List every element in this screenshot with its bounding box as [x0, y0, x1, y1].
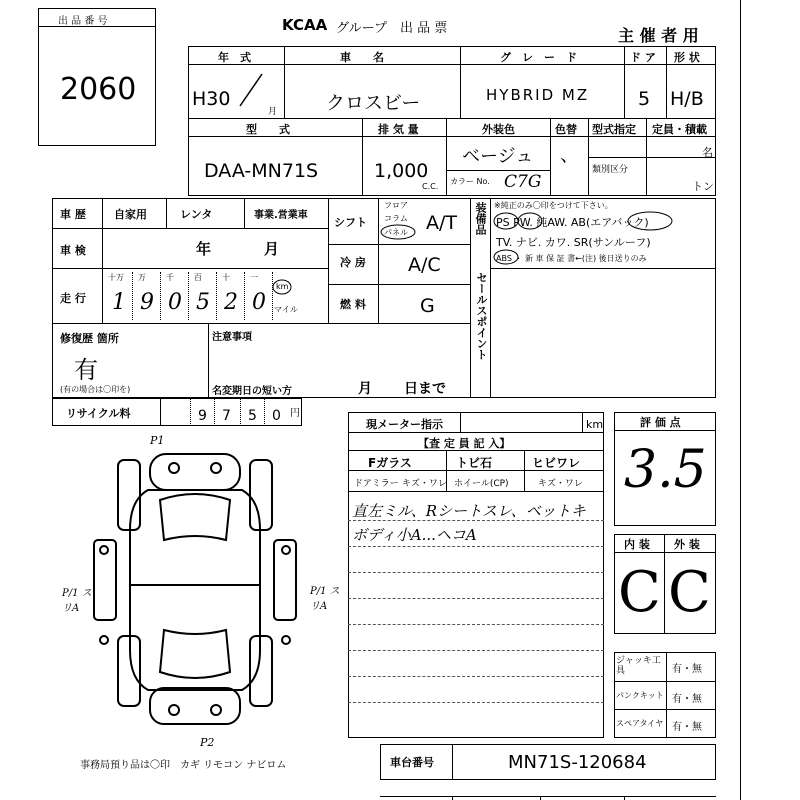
digit-label-1: 一 [250, 273, 258, 282]
wheel-label: ホイール(CP) [454, 479, 509, 489]
car-diagram [90, 440, 300, 740]
usage-private: 自家用 [114, 208, 147, 221]
score-value: 3.5 [624, 440, 707, 500]
usage-label: 車 歴 [60, 208, 86, 221]
bottom-note: 事務局預り品は〇印 カギ リモコン ナビロム [80, 760, 287, 771]
ac-value: A/C [408, 254, 441, 276]
shift-panel: パネル [384, 228, 408, 237]
crack-label: ヒビワレ [532, 456, 581, 470]
repair-note: (有の場合は〇印を) [60, 385, 131, 394]
mileage-digit-3: 0 [168, 290, 182, 315]
name-change-label: 名変期日の短い方 [212, 386, 292, 397]
mark-left: P/1 スリA [62, 588, 92, 614]
grade: HYBRID MZ [486, 86, 590, 104]
interior-value: C [618, 560, 661, 625]
model-label: 型 式 [246, 123, 290, 136]
type-spec-label: 型式指定 [592, 123, 636, 136]
car-name: クロスビー [326, 92, 421, 114]
shape: H/B [670, 88, 704, 110]
category-label: 類別区分 [592, 165, 629, 175]
brand-logo: KCAA [282, 16, 328, 34]
equipment-label: 装備品 [474, 202, 487, 235]
color-change-label: 色替 [555, 123, 577, 136]
recycle-digit-2: 7 [222, 408, 231, 424]
meter-label: 現メーター指示 [366, 418, 443, 431]
mark-p1: P1 [150, 434, 165, 447]
grade-label: グ レ ー ド [500, 51, 577, 64]
mileage-digit-6: 0 [252, 290, 266, 315]
fuel-label: 燃 料 [340, 298, 366, 311]
usage-rental: レンタ [180, 208, 213, 221]
inspector-note-2: ボディ小A...ヘコA [352, 526, 477, 544]
shift-floor: フロア [384, 201, 408, 210]
color: ベージュ [462, 146, 534, 167]
usage-business: 事業.営業車 [254, 210, 308, 221]
doors-label: ド ア [630, 51, 656, 64]
capacity-persons-unit: 名 [702, 146, 713, 159]
lot-number-label: 出 品 番 号 [58, 16, 108, 27]
name-change-day-unit: 日まで [404, 381, 446, 397]
mileage-digit-5: 2 [224, 290, 238, 315]
interior-label: 内 装 [624, 538, 650, 551]
tool-spare-value: 有・無 [672, 722, 702, 733]
wheel-damage-label: キズ・ワレ [538, 479, 583, 489]
displacement: 1,000 [374, 160, 429, 182]
year-slash [234, 70, 274, 110]
year-era: H30 [192, 88, 231, 110]
capacity-label: 定員・積載 [652, 123, 707, 136]
km-circle [272, 279, 292, 295]
mark-p2: P2 [200, 736, 215, 749]
fuel-value: G [420, 295, 435, 317]
equipment-circles [490, 208, 720, 268]
capacity-tons-unit: トン [692, 180, 714, 193]
color-label: 外装色 [482, 123, 515, 136]
exterior-value: C [668, 560, 711, 625]
meter-unit: km [586, 418, 604, 431]
mirror-label: ドアミラー [354, 479, 399, 489]
inspector-title: 【査 定 員 記 入】 [418, 437, 511, 450]
tool-kit-label: パンクキット [616, 691, 664, 700]
recycle-label: リサイクル料 [66, 407, 131, 420]
mileage-digit-2: 9 [140, 290, 154, 315]
equipment-line1: PS PW. 純AW. AB(エアバック) [496, 216, 649, 229]
model: DAA-MN71S [204, 160, 319, 182]
color-code: C7G [504, 172, 542, 192]
mileage-unit-km: km [276, 282, 289, 291]
chip-label: トビ石 [456, 456, 493, 470]
panel-circle [380, 224, 416, 240]
tool-kit-value: 有・無 [672, 694, 702, 705]
recycle-digit-4: 0 [272, 408, 281, 424]
tool-jack-label: ジャッキ工具 [616, 656, 661, 676]
digit-label-100: 百 [194, 273, 202, 282]
sales-point-label: セールスポイント [475, 272, 488, 360]
inspector-note-1: 直左ミル、Rシートスレ、ベットキ [352, 502, 586, 520]
equipment-line2: TV. ナビ. カワ. SR(サンルーフ) [496, 236, 651, 249]
recycle-unit: 円 [290, 408, 300, 419]
color-change: 、 [560, 144, 580, 166]
caution-label: 注意事項 [212, 332, 252, 343]
inspection-year-unit: 年 [196, 240, 212, 258]
mirror-damage-label: キズ・ワレ [402, 479, 447, 489]
color-code-label: カラー No. [450, 177, 490, 186]
tool-spare-label: スペアタイヤ [616, 719, 664, 728]
name-change-month-unit: 月 [358, 381, 372, 397]
score-label: 評 価 点 [640, 416, 681, 429]
shape-label: 形 状 [674, 51, 700, 64]
inspection-month-unit: 月 [264, 240, 280, 258]
inspection-label: 車 検 [60, 244, 86, 257]
digit-label-10: 十 [222, 273, 230, 282]
chassis-label: 車台番号 [390, 756, 434, 769]
mileage-unit-mile: マイル [274, 305, 298, 314]
doors: 5 [638, 88, 651, 110]
car-name-label: 車 名 [340, 51, 384, 64]
equipment-note: ※純正のみ〇印をつけて下さい。 [494, 201, 613, 210]
tool-jack-value: 有・無 [672, 664, 702, 675]
repair-value: 有 [74, 356, 98, 384]
digit-label-10k: 万 [138, 273, 146, 282]
sheet-title: グループ 出 品 票 [336, 21, 448, 36]
fglass-label: Fガラス [368, 456, 412, 470]
mileage-label: 走 行 [60, 292, 86, 305]
lot-number: 2060 [60, 72, 137, 107]
mileage-digit-4: 5 [196, 290, 210, 315]
shift-value: A/T [426, 212, 458, 234]
exterior-label: 外 装 [674, 538, 700, 551]
mileage-digit-1: 1 [112, 290, 126, 315]
recycle-digit-1: 9 [198, 408, 207, 424]
ac-label: 冷 房 [340, 256, 366, 269]
chassis-number: MN71S-120684 [508, 752, 647, 773]
recycle-digit-3: 5 [248, 408, 257, 424]
equipment-line3: ABS ・ 新 車 保 証 書←(注) 後日送りのみ [496, 254, 647, 263]
corner-label: 主 催 者 用 [618, 26, 699, 45]
digit-label-100k: 十万 [108, 273, 124, 282]
displacement-label: 排 気 量 [378, 123, 419, 136]
displacement-unit: C.C. [422, 182, 439, 191]
year-month-unit: 月 [268, 107, 278, 117]
shift-column: コラム [384, 214, 408, 223]
digit-label-1k: 千 [166, 273, 174, 282]
shift-label: シフト [334, 216, 367, 229]
mark-right: P/1 スリA [310, 586, 340, 612]
repair-label: 修復歴 箇所 [60, 332, 119, 345]
year-label: 年 式 [218, 51, 251, 64]
